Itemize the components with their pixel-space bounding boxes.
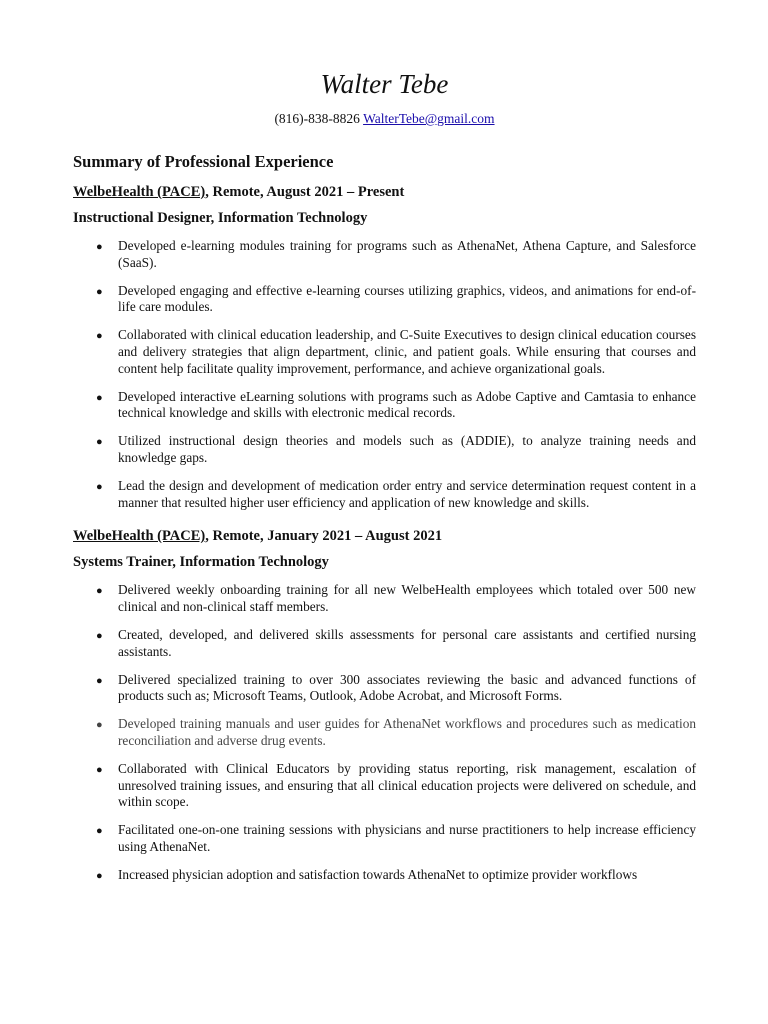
list-item: [73, 867, 696, 884]
employer-name: WelbeHealth (PACE): [73, 528, 206, 545]
bullet-icon: ●: [96, 481, 103, 494]
bullet-text: Collaborated with clinical education leadership, and C-Suite Executives to design clinical education courses and delivery strategies that align department, clinic, and patient goals. While ensuring that courses and content help facilitate quality improvement, performance, and achieve organizational goals.: [118, 327, 696, 376]
bullet-text: Utilized instructional design theories and models such as (ADDIE), to analyze training needs and knowledge gaps.: [118, 433, 696, 465]
bullet-text: Delivered weekly onboarding training for all new WelbeHealth employees which totaled over 500 new clinical and non-clinical staff members.: [118, 582, 696, 614]
bullet-icon: ●: [96, 629, 103, 642]
bullet-icon: ●: [96, 719, 103, 732]
bullet-text: Developed e-learning modules training for programs such as AthenaNet, Athena Capture, and Salesforce (SaaS).: [118, 238, 696, 270]
list-item: [73, 582, 696, 615]
job-bullet-list: [73, 582, 696, 883]
candidate-name: Walter Tebe: [320, 69, 449, 99]
bullet-icon: ●: [96, 285, 103, 298]
bullet-icon: ●: [96, 674, 103, 687]
bullet-text: Developed training manuals and user guides for AthenaNet workflows and procedures such as medication reconciliation and adverse drug events.: [118, 716, 696, 748]
bullet-icon: ●: [96, 391, 103, 404]
list-item: [73, 761, 696, 811]
bullet-text: Facilitated one-on-one training sessions with physicians and nurse practitioners to help increase efficiency using AthenaNet.: [118, 822, 696, 854]
email-link[interactable]: WalterTebe@gmail.com: [363, 111, 495, 126]
bullet-text: Developed engaging and effective e-learning courses utilizing graphics, videos, and animations for end-of-life care modules.: [118, 282, 696, 315]
employer-name: WelbeHealth (PACE): [73, 184, 206, 200]
bullet-text: Developed interactive eLearning solutions with programs such as Adobe Captive and Camtasia to enhance technical knowledge and skills with electronic medical records.: [118, 388, 696, 421]
contact-line: [73, 111, 696, 127]
list-item: [73, 389, 696, 422]
bullet-icon: ●: [96, 585, 103, 598]
section-title: Summary of Professional Experience: [73, 152, 334, 171]
job-role: Systems Trainer, Information Technology: [73, 554, 329, 571]
bullet-text: Collaborated with Clinical Educators by providing status reporting, risk management, escalation of unresolved training issues, and ensuring that all clinical education projects were delivered on schedule, and within scope.: [118, 760, 696, 810]
list-item: [73, 822, 696, 855]
list-item: [73, 478, 696, 511]
list-item: [73, 433, 696, 466]
bullet-icon: ●: [96, 763, 103, 776]
bullet-text: Lead the design and development of medication order entry and service determination request content in a manner that resulted higher user efficiency and application of new knowledge and skills.: [118, 478, 696, 510]
bullet-icon: ●: [96, 241, 103, 253]
job-role: Instructional Designer, Information Technology: [73, 210, 368, 226]
bullet-icon: ●: [96, 436, 103, 449]
list-item: [73, 672, 696, 705]
job-details: , Remote, August 2021 – Present: [205, 184, 405, 200]
list-item: [73, 627, 696, 660]
list-item: [73, 283, 696, 316]
list-item: [73, 716, 696, 749]
job-header: [73, 183, 696, 201]
bullet-icon: ●: [96, 825, 103, 838]
job-bullet-list: [73, 238, 696, 511]
job-details: , Remote, January 2021 – August 2021: [205, 528, 443, 545]
list-item: [73, 327, 696, 377]
phone-number: (816)-838-8826: [274, 111, 360, 126]
bullet-icon: ●: [96, 330, 103, 343]
bullet-text: Delivered specialized training to over 300 associates reviewing the basic and advanced functions of products such as; Microsoft Teams, Outlook, Adobe Acrobat, and Microsoft Forms.: [118, 671, 696, 704]
bullet-text: Increased physician adoption and satisfaction towards AthenaNet to optimize provider workflows: [118, 866, 638, 882]
job-header: [73, 527, 696, 545]
list-item: [73, 238, 696, 271]
bullet-text: Created, developed, and delivered skills assessments for personal care assistants and certified nursing assistants.: [118, 626, 696, 659]
bullet-icon: ●: [96, 869, 103, 882]
